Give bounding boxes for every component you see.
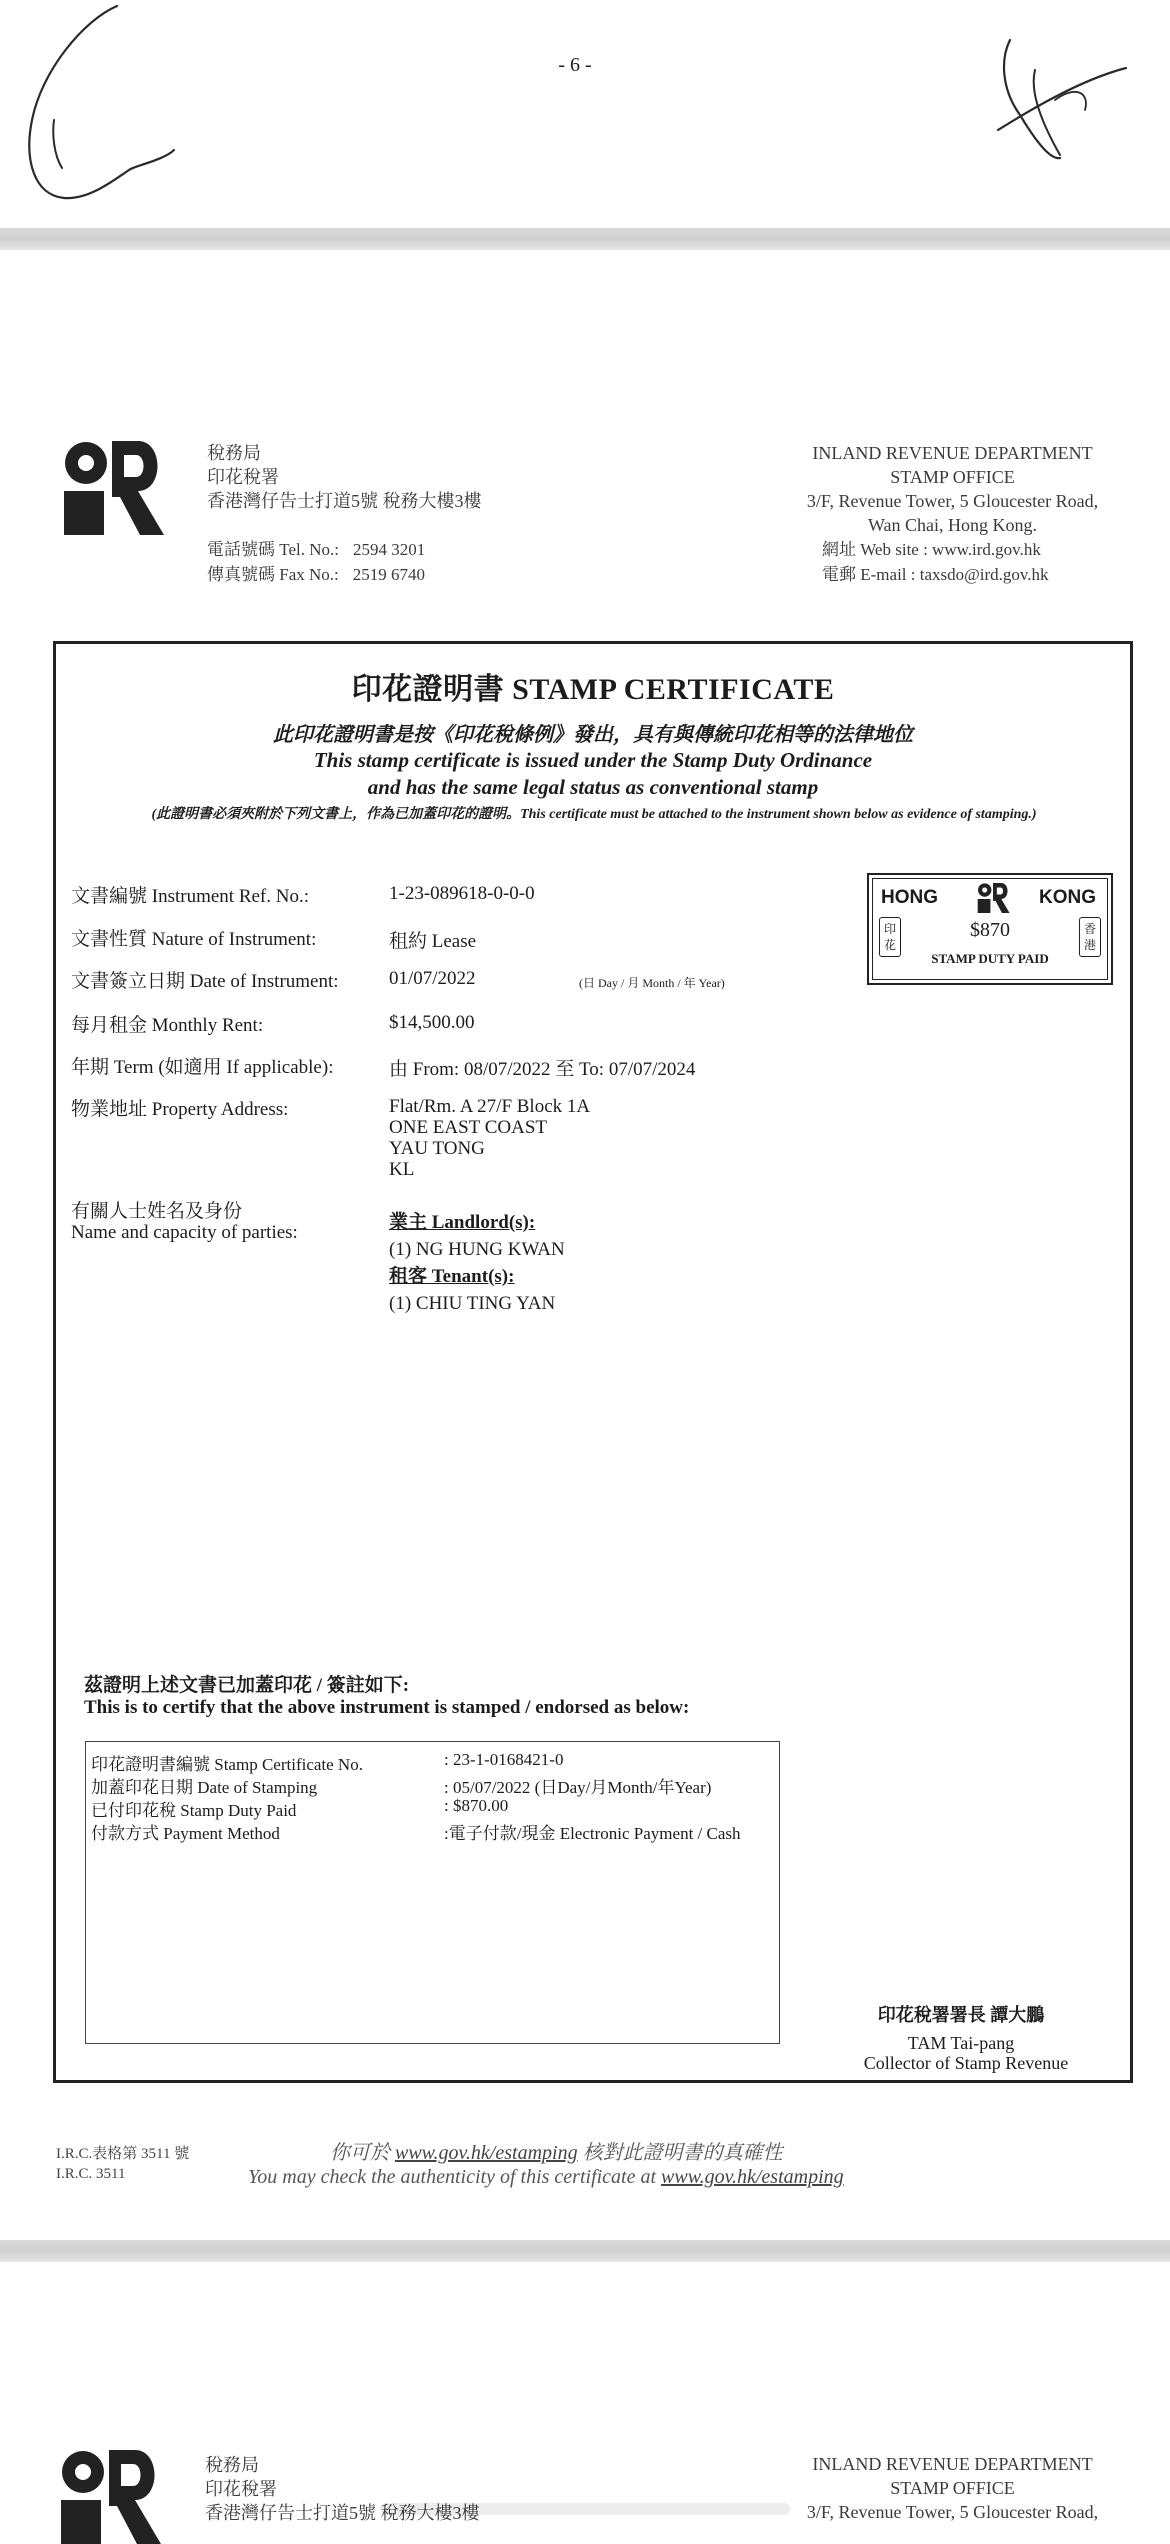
- stamp-duty-paid-stamp: [867, 873, 1113, 985]
- stamp-seal-left: 印花: [879, 917, 901, 957]
- letterhead-en-line: INLAND REVENUE DEPARTMENT: [812, 443, 1093, 463]
- form-number-cn: I.R.C.表格第 3511 號: [56, 2146, 190, 2162]
- ird-logo-icon: [57, 2450, 161, 2544]
- nature-label: 文書性質 Nature of Instrument:: [71, 929, 317, 950]
- letterhead-en-line: STAMP OFFICE: [890, 2478, 1015, 2498]
- detail-label: 已付印花稅 Stamp Duty Paid: [91, 1801, 297, 1820]
- parties-label-en: Name and capacity of parties:: [71, 1222, 298, 1243]
- ref-value: 1-23-089618-0-0-0: [389, 883, 535, 904]
- letterhead-cn-line: 香港灣仔告士打道5號 稅務大樓3樓: [207, 491, 482, 511]
- detail-value: :電子付款/現金 Electronic Payment / Cash: [444, 1824, 741, 1843]
- check-authenticity-cn: [330, 2136, 783, 2165]
- tel-value: 2594 3201: [352, 540, 426, 559]
- ird-logo-icon: [60, 441, 164, 535]
- estamping-link[interactable]: www.gov.hk/estamping: [661, 2166, 844, 2188]
- term-value: 由 From: 08/07/2022 至 To: 07/07/2024: [389, 1059, 696, 1080]
- estamping-link[interactable]: www.gov.hk/estamping: [395, 2142, 578, 2164]
- check-authenticity-en: [248, 2166, 844, 2189]
- address-line: ONE EAST COAST: [389, 1117, 547, 1138]
- stamp-hong: HONG: [881, 887, 938, 908]
- parties-label: [71, 1201, 298, 1243]
- detail-value: : 05/07/2022 (日Day/月Month/年Year): [444, 1778, 712, 1797]
- detail-label: 加蓋印花日期 Date of Stamping: [91, 1778, 318, 1797]
- stamp-certificate: [53, 641, 1133, 2083]
- landlord-entry: (1) NG HUNG KWAN: [389, 1239, 565, 1260]
- signature-left: [14, 0, 184, 205]
- landlord-heading: 業主 Landlord(s):: [389, 1212, 536, 1233]
- address-line: KL: [389, 1159, 415, 1180]
- tenant-entry: (1) CHIU TING YAN: [389, 1293, 556, 1314]
- address-line: YAU TONG: [389, 1138, 485, 1159]
- rent-value: $14,500.00: [389, 1012, 475, 1033]
- letterhead-english: [770, 2452, 1135, 2524]
- fax-value: 2519 6740: [352, 565, 425, 584]
- stamp-label: STAMP DUTY PAID: [931, 951, 1049, 966]
- address-label: 物業地址 Property Address:: [71, 1099, 289, 1120]
- term-label: 年期 Term (如適用 If applicable):: [71, 1057, 334, 1078]
- letterhead-cn-line: 香港灣仔告士打道5號 稅務大樓3樓: [205, 2503, 480, 2523]
- detail-label: 付款方式 Payment Method: [91, 1824, 280, 1843]
- collector-cn: 印花稅署署長 譚大鵬: [877, 2005, 1045, 2025]
- fax-label: 傳真號碼 Fax No.:: [207, 565, 339, 584]
- date-label: 文書簽立日期 Date of Instrument:: [71, 971, 339, 992]
- page-number: - 6 -: [558, 54, 592, 76]
- detail-label: 印花證明書編號 Stamp Certificate No.: [91, 1755, 363, 1774]
- page-divider: [0, 2240, 1170, 2262]
- home-indicator: [380, 2503, 790, 2515]
- date-value: 01/07/2022: [389, 968, 476, 989]
- detail-value: : 23-1-0168421-0: [444, 1750, 564, 1769]
- contact-phone-fax: [207, 537, 425, 587]
- letterhead-en-line: INLAND REVENUE DEPARTMENT: [812, 2454, 1093, 2474]
- signature-right: [990, 30, 1130, 170]
- address-line: Flat/Rm. A 27/F Block 1A: [389, 1096, 591, 1117]
- email-text: 電郵 E-mail : taxsdo@ird.gov.hk: [822, 565, 1049, 584]
- ird-mini-logo-icon: [973, 883, 1013, 913]
- check-en-text: You may check the authenticity of this certificate at: [248, 2166, 657, 2188]
- certificate-note: (此證明書必須夾附於下列文書上，作為已加蓋印花的證明。This certificate must be attached to the instrument shown below as evidence of stamping.): [151, 807, 1037, 822]
- letterhead-en-line: 3/F, Revenue Tower, 5 Gloucester Road,: [806, 491, 1099, 511]
- form-number-en: I.R.C. 3511: [56, 2166, 126, 2182]
- address-value: [389, 1096, 590, 1180]
- letterhead-chinese: [207, 441, 482, 513]
- check-cn-prefix: 你可於: [330, 2142, 390, 2164]
- stamp-seal-right: 香港: [1079, 917, 1101, 957]
- rent-label: 每月租金 Monthly Rent:: [71, 1015, 264, 1036]
- parties-label-cn: 有關人士姓名及身份: [71, 1201, 243, 1222]
- check-cn-suffix: 核對此證明書的真確性: [582, 2142, 783, 2164]
- contact-web-email: [822, 537, 1049, 587]
- ref-label: 文書編號 Instrument Ref. No.:: [71, 886, 310, 907]
- letterhead-cn-line: 稅務局: [205, 2455, 259, 2475]
- letterhead-cn-line: 稅務局: [207, 443, 261, 463]
- letterhead-english: [770, 441, 1135, 537]
- date-format-hint: (日 Day / 月 Month / 年 Year): [579, 976, 725, 990]
- stamp-kong: KONG: [1039, 887, 1096, 908]
- certificate-subtitle-en-2: and has the same legal status as conventional stamp: [367, 775, 819, 799]
- detail-value: : $870.00: [444, 1796, 509, 1815]
- website-text: 網址 Web site : www.ird.gov.hk: [822, 540, 1041, 559]
- certify-heading-en: This is to certify that the above instrument is stamped / endorsed as below:: [84, 1697, 690, 1718]
- letterhead-cn-line: 印花稅署: [205, 2479, 277, 2499]
- stamp-amount: $870: [970, 919, 1010, 941]
- collector-title: Collector of Stamp Revenue: [863, 2053, 1069, 2073]
- stamp-details-box: [85, 1741, 780, 2044]
- tenant-heading: 租客 Tenant(s):: [389, 1266, 515, 1287]
- certificate-subtitle-en-1: This stamp certificate is issued under the Stamp Duty Ordinance: [313, 748, 873, 772]
- letterhead-cn-line: 印花稅署: [207, 467, 279, 487]
- parties-value: [389, 1209, 565, 1317]
- certificate-title: 印花證明書 STAMP CERTIFICATE: [351, 673, 835, 706]
- letterhead-en-line: Wan Chai, Hong Kong.: [867, 515, 1038, 535]
- collector-name: TAM Tai-pang: [907, 2033, 1015, 2053]
- certify-heading-cn: 茲證明上述文書已加蓋印花 / 簽註如下:: [84, 1675, 410, 1696]
- page-divider: [0, 228, 1170, 250]
- nature-value: 租約 Lease: [389, 931, 477, 952]
- tel-label: 電話號碼 Tel. No.:: [207, 540, 339, 559]
- certificate-subtitle-cn: 此印花證明書是按《印花稅條例》發出，具有與傳統印花相等的法律地位: [273, 724, 913, 746]
- letterhead-en-line: 3/F, Revenue Tower, 5 Gloucester Road,: [806, 2502, 1099, 2522]
- letterhead-en-line: STAMP OFFICE: [890, 467, 1015, 487]
